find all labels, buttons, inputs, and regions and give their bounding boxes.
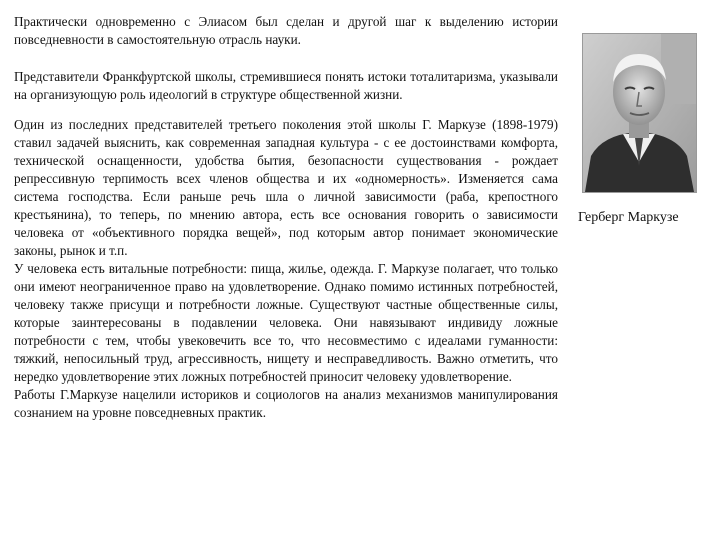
paragraph-marcuse: Один из последних представителей третьего поколения этой школы Г. Маркузе (1898-1979) ставил задачей выяснить, как современная западная культура - с ее достоинствами комфорта, технической оснащенности, удобства бытия, безопасности существования - рождает репрессивную терпимость всех членов общества и их «одномерность». Изменяется сама система господства. Если раньше речь шла о личной зависимости (раба, крепостного крестьянина), то теперь, по мнению автора, есть все основания говорить о зависимости человека от «объективного порядка вещей», под которым автор понимает экономические законы, рынок и т.п. xyxy=(14,117,558,258)
paragraph-needs: У человека есть витальные потребности: пища, жилье, одежда. Г. Маркузе полагает, что только они имеют неограниченное право на удовлетворение. Однако помимо истинных потребностей, человеку также присущи и потребности ложные. Существуют частные общественные силы, которые заинтересованы в подавлении человека. Они навязывают индивиду ложные потребности с тем, чтобы увековечить все то, что несовместимо с идеалами гуманности: тяжкий, непосильный труд, агрессивность, нищету и несправедливость. Важно отметить, что нередко удовлетворение этих ложных потребностей приносит человеку удовлетворение. xyxy=(14,261,558,384)
portrait-photo xyxy=(582,33,697,193)
paragraph-intro: Практически одновременно с Элиасом был сделан и другой шаг к выделению истории повседневности в самостоятельную отрасль науки. xyxy=(14,14,558,47)
paragraph-frankfurt-school: Представители Франкфуртской школы, стремившиеся понять истоки тоталитаризма, указывали на организующую роль идеологий в структуре общественной жизни. xyxy=(14,69,558,102)
paragraph-conclusion: Работы Г.Маркузе нацелили историков и социологов на анализ механизмов манипулирования сознанием на уровне повседневных практик. xyxy=(14,387,558,420)
portrait-illustration xyxy=(583,34,696,192)
portrait-caption: Герберг Маркузе xyxy=(578,210,679,225)
article-text xyxy=(14,13,558,422)
paragraph-spacer xyxy=(14,49,558,68)
paragraph-spacer xyxy=(14,104,558,116)
